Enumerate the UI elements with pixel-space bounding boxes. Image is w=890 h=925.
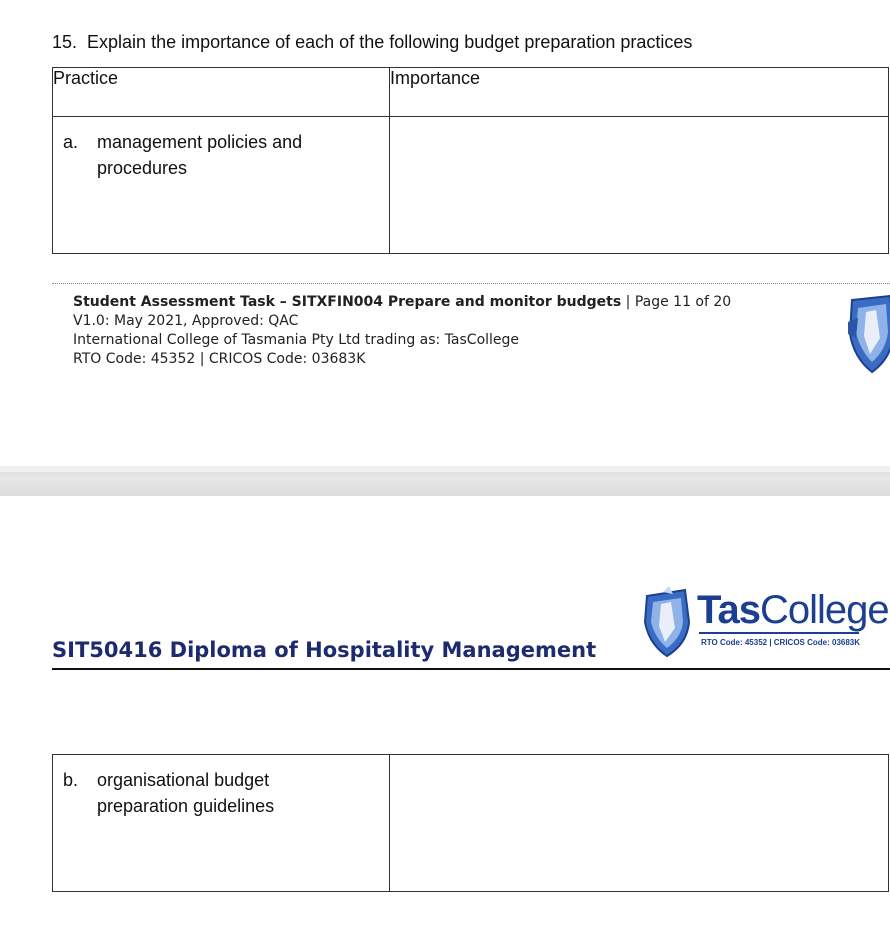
tascollege-logo	[643, 586, 889, 660]
header-divider	[52, 668, 890, 670]
practice-cell-b	[53, 755, 390, 892]
page-break	[0, 466, 890, 496]
header-importance: Importance	[390, 68, 889, 117]
logo-wordmark	[697, 588, 889, 632]
practice-text: organisational budget preparation guidelines	[97, 770, 275, 816]
logo-underline	[699, 632, 859, 634]
row-letter: a.	[63, 132, 79, 152]
logo-name-light: College	[759, 588, 889, 632]
footer-title-line	[73, 293, 731, 312]
logo-codes: RTO Code: 45352 | CRICOS Code: 03683K	[701, 638, 861, 647]
header-practice: Practice	[53, 68, 390, 117]
practice-cell-a	[53, 117, 390, 254]
question-number: 15.	[52, 32, 78, 52]
practice-table-page-11	[52, 67, 889, 254]
row-letter: b.	[63, 770, 79, 790]
footer-version: V1.0: May 2021, Approved: QAC	[73, 313, 299, 329]
footer-divider	[52, 283, 890, 284]
college-crest-icon	[643, 586, 693, 658]
page-footer	[73, 293, 731, 369]
logo-name-bold: Tas	[697, 588, 760, 632]
course-title: SIT50416 Diploma of Hospitality Management	[52, 638, 597, 662]
practice-table-page-12	[52, 754, 889, 892]
importance-answer-cell-a[interactable]	[390, 117, 889, 254]
table-row	[53, 755, 889, 892]
question-text	[52, 32, 692, 53]
table-row	[53, 117, 889, 254]
college-crest-icon	[846, 292, 890, 374]
footer-college: International College of Tasmania Pty Ltd trading as: TasCollege	[73, 332, 520, 348]
footer-page-info: | Page 11 of 20	[625, 294, 732, 310]
footer-task-title: Student Assessment Task – SITXFIN004 Prepare and monitor budgets	[73, 294, 622, 310]
table-header-row	[53, 68, 889, 117]
question-prompt: Explain the importance of each of the following budget preparation practices	[87, 32, 693, 52]
practice-text: management policies and procedures	[97, 132, 303, 178]
footer-codes: RTO Code: 45352 | CRICOS Code: 03683K	[73, 351, 366, 367]
importance-answer-cell-b[interactable]	[390, 755, 889, 892]
